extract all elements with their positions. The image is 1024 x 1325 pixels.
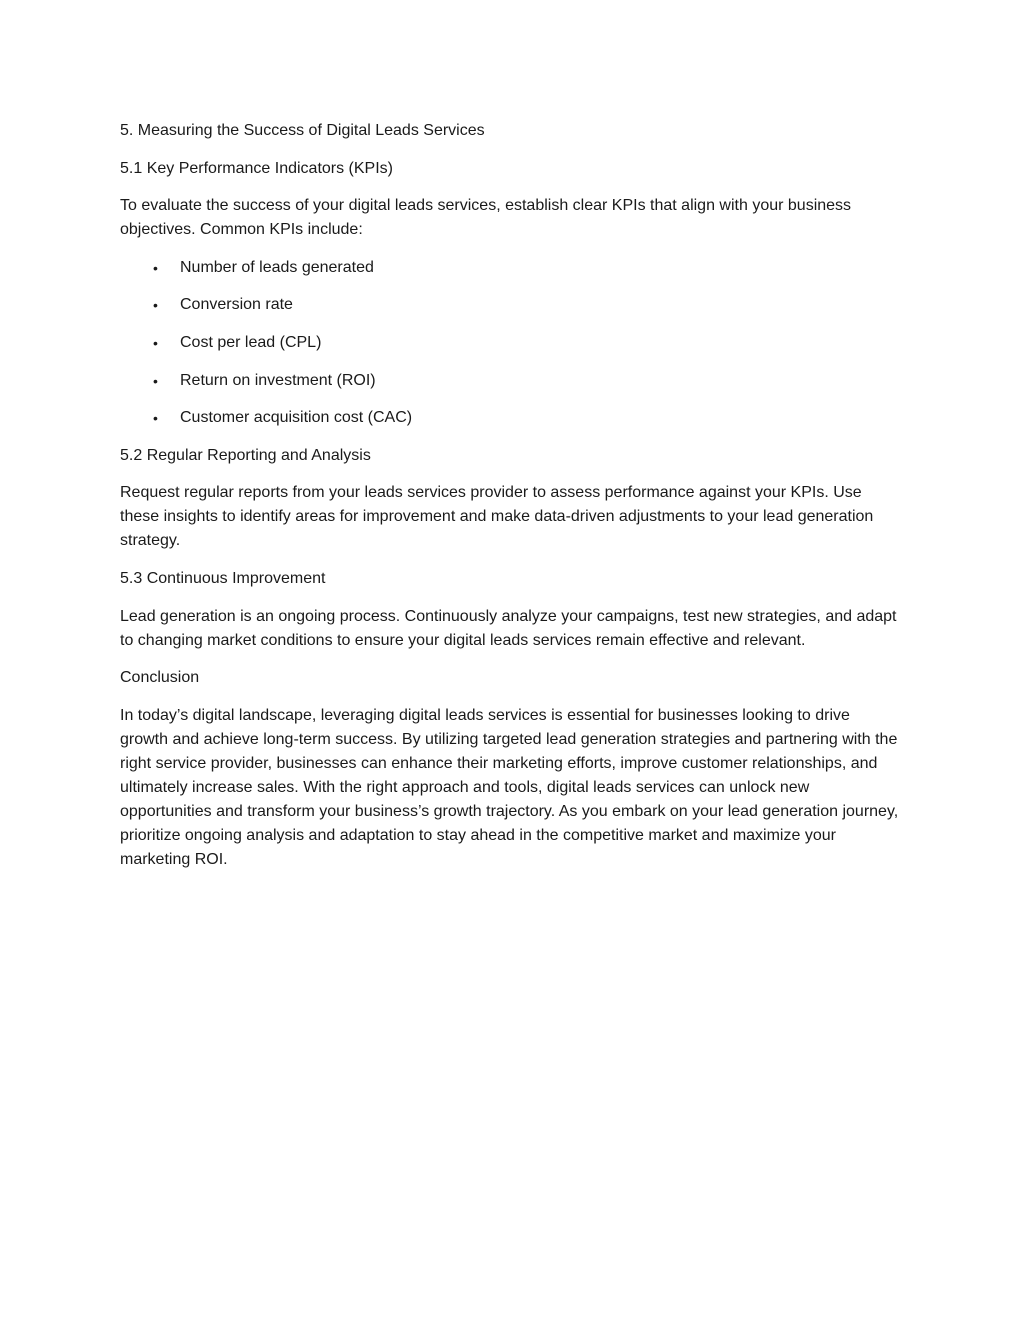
list-item-label: Customer acquisition cost (CAC) <box>180 409 413 427</box>
subsection-heading: 5.1 Key Performance Indicators (KPIs) <box>120 159 393 177</box>
bullet-icon: • <box>153 410 158 427</box>
bullet-icon: • <box>153 259 158 276</box>
subsection-heading: 5.2 Regular Reporting and Analysis <box>120 446 371 464</box>
list-item-label: Cost per lead (CPL) <box>180 333 322 351</box>
bullet-icon: • <box>153 372 158 389</box>
kpi-list <box>120 256 900 430</box>
list-item <box>120 369 900 393</box>
subsection-heading: 5.3 Continuous Improvement <box>120 569 326 587</box>
list-item-label: Conversion rate <box>180 296 293 314</box>
section-heading: 5. Measuring the Success of Digital Leads Services <box>120 122 485 139</box>
list-item <box>120 331 900 355</box>
conclusion-heading: Conclusion <box>120 669 200 687</box>
list-item <box>120 256 900 280</box>
list-item <box>120 406 900 430</box>
list-item-label: Return on investment (ROI) <box>180 371 376 389</box>
list-item <box>120 293 900 317</box>
paragraph: Lead generation is an ongoing process. Continuously analyze your campaigns, test new strategies, and adapt to changing market conditions to ensure your digital leads services remain effective and relevant. <box>120 607 897 649</box>
bullet-icon: • <box>153 297 158 314</box>
paragraph: Request regular reports from your leads services provider to assess performance against your KPIs. Use these insights to identify areas for improvement and make data-driven adjustments to your lead generation strategy. <box>120 484 874 550</box>
document-body <box>120 119 900 885</box>
paragraph: To evaluate the success of your digital leads services, establish clear KPIs that align with your business objectives. Common KPIs include: <box>120 197 852 239</box>
bullet-icon: • <box>153 334 158 351</box>
list-item-label: Number of leads generated <box>180 258 374 276</box>
paragraph: In today’s digital landscape, leveraging digital leads services is essential for businesses looking to drive growth and achieve long-term success. By utilizing targeted lead generation strategies and partnering with the right service provider, businesses can enhance their marketing efforts, improve customer relationships, and ultimately increase sales. With the right approach and tools, digital leads services can unlock new opportunities and transform your business’s growth trajectory. As you embark on your lead generation journey, prioritize ongoing analysis and adaptation to stay ahead in the competitive market and maximize your marketing ROI. <box>120 706 899 868</box>
